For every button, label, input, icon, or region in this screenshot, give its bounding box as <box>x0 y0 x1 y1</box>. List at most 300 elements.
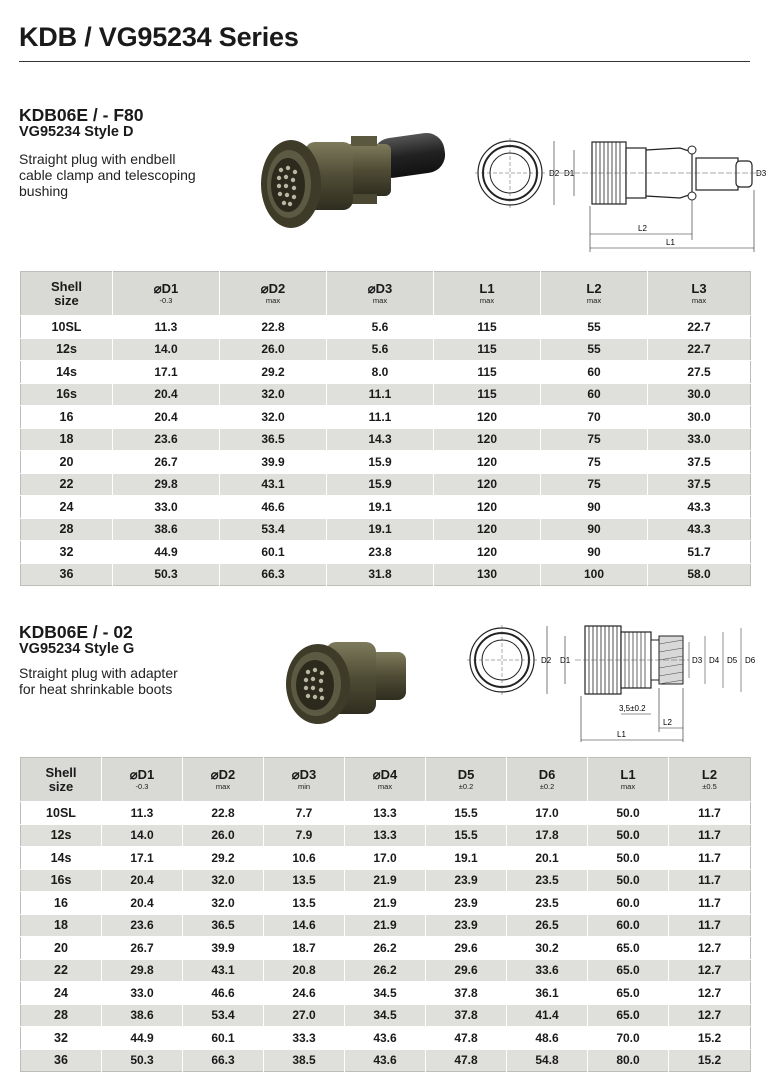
table-row <box>21 1004 751 1027</box>
table-cell: 20.4 <box>102 869 183 892</box>
header-tolerance: max <box>372 295 388 305</box>
table-cell: 15.9 <box>327 473 434 496</box>
table-row <box>21 824 751 847</box>
header-tolerance: max <box>586 295 602 305</box>
dim-label-d3: D3 <box>756 169 767 178</box>
header-label: L2 <box>586 280 602 296</box>
shell-size-cell: 32 <box>21 1027 102 1050</box>
shell-size-cell: 28 <box>21 1004 102 1027</box>
table-cell: 13.3 <box>345 802 426 825</box>
header-label: ⌀D4 <box>372 766 398 782</box>
table-cell: 23.9 <box>426 869 507 892</box>
column-header-l1 <box>588 758 669 802</box>
table-cell: 30.0 <box>648 406 751 429</box>
table-cell: 50.3 <box>102 1049 183 1072</box>
table-cell: 11.3 <box>102 802 183 825</box>
table-cell: 29.8 <box>102 959 183 982</box>
column-header-l3 <box>648 272 751 316</box>
table-cell: 11.7 <box>669 824 751 847</box>
table-cell: 20.4 <box>102 892 183 915</box>
table-cell: 26.2 <box>345 937 426 960</box>
shell-size-cell: 22 <box>21 473 113 496</box>
shell-size-cell: 24 <box>21 982 102 1005</box>
shell-size-cell: 24 <box>21 496 113 519</box>
table-cell: 14.0 <box>102 824 183 847</box>
table-row <box>21 802 751 825</box>
dim-label-l1: L1 <box>666 238 675 247</box>
table-cell: 36.5 <box>220 428 327 451</box>
table-cell: 43.3 <box>648 518 751 541</box>
table-cell: 75 <box>541 451 648 474</box>
table-cell: 38.6 <box>113 518 220 541</box>
table-cell: 10.6 <box>264 847 345 870</box>
table-cell: 11.7 <box>669 892 751 915</box>
header-label: ⌀D1 <box>129 766 155 782</box>
column-header-d2 <box>220 272 327 316</box>
table-cell: 65.0 <box>588 982 669 1005</box>
section2-desc-line: Straight plug with adapter <box>19 665 178 681</box>
section1-subtitle: VG95234 Style D <box>19 124 134 140</box>
table-cell: 115 <box>434 361 541 384</box>
shell-size-cell: 18 <box>21 914 102 937</box>
shell-size-cell: 10SL <box>21 316 113 339</box>
table-cell: 12.7 <box>669 1004 751 1027</box>
section2-title: KDB06E / - 02 <box>19 622 133 642</box>
table-cell: 23.5 <box>507 869 588 892</box>
table-cell: 90 <box>541 541 648 564</box>
table-cell: 75 <box>541 473 648 496</box>
column-header-d3 <box>264 758 345 802</box>
table-cell: 23.8 <box>327 541 434 564</box>
table-cell: 46.6 <box>220 496 327 519</box>
table-cell: 11.7 <box>669 914 751 937</box>
table-cell: 41.4 <box>507 1004 588 1027</box>
table-cell: 29.8 <box>113 473 220 496</box>
table-cell: 120 <box>434 518 541 541</box>
table-cell: 21.9 <box>345 914 426 937</box>
table-row <box>21 914 751 937</box>
table-cell: 50.0 <box>588 824 669 847</box>
shell-size-cell: 16s <box>21 383 113 406</box>
dimension-drawing-02 <box>465 618 765 746</box>
shell-size-cell: 10SL <box>21 802 102 825</box>
header-tolerance: max <box>377 781 393 791</box>
header-tolerance: max <box>265 295 281 305</box>
table-cell: 14.3 <box>327 428 434 451</box>
table-cell: 33.0 <box>102 982 183 1005</box>
shell-size-cell: 20 <box>21 937 102 960</box>
table-row <box>21 451 751 474</box>
column-header-shell <box>21 272 113 316</box>
table-cell: 11.7 <box>669 802 751 825</box>
table-cell: 50.0 <box>588 869 669 892</box>
table-row <box>21 541 751 564</box>
title-divider <box>19 61 750 62</box>
header-label: L2 <box>701 766 718 782</box>
table-row <box>21 496 751 519</box>
table-row <box>21 892 751 915</box>
table-cell: 23.6 <box>113 428 220 451</box>
column-header-l1 <box>434 272 541 316</box>
spec-table-02 <box>20 757 751 1072</box>
table-cell: 70 <box>541 406 648 429</box>
table-cell: 65.0 <box>588 959 669 982</box>
table-cell: 13.3 <box>345 824 426 847</box>
table-cell: 21.9 <box>345 869 426 892</box>
table-cell: 17.1 <box>113 361 220 384</box>
header-label: ⌀D3 <box>367 280 393 296</box>
table-row <box>21 1049 751 1072</box>
column-header-d4 <box>345 758 426 802</box>
header-tolerance: -0.3 <box>159 295 173 305</box>
table-cell: 33.3 <box>264 1027 345 1050</box>
table-cell: 65.0 <box>588 1004 669 1027</box>
header-label: D6 <box>538 766 556 782</box>
table-cell: 15.2 <box>669 1027 751 1050</box>
section2-subtitle: VG95234 Style G <box>19 641 135 657</box>
connector-photo-f80 <box>255 122 450 234</box>
header-label: ⌀D3 <box>291 766 317 782</box>
table-cell: 5.6 <box>327 338 434 361</box>
header-label: D5 <box>457 766 475 782</box>
table-cell: 17.0 <box>345 847 426 870</box>
table-cell: 11.3 <box>113 316 220 339</box>
table-cell: 120 <box>434 541 541 564</box>
dim-label-d3: D3 <box>692 656 703 665</box>
table-cell: 27.5 <box>648 361 751 384</box>
table-cell: 32.0 <box>220 406 327 429</box>
table-cell: 29.2 <box>220 361 327 384</box>
table-cell: 43.6 <box>345 1049 426 1072</box>
table-cell: 48.6 <box>507 1027 588 1050</box>
table-row <box>21 361 751 384</box>
table-cell: 115 <box>434 383 541 406</box>
table-cell: 120 <box>434 406 541 429</box>
table-cell: 14.6 <box>264 914 345 937</box>
header-tolerance: ±0.2 <box>539 781 555 791</box>
table-cell: 12.7 <box>669 959 751 982</box>
dim-label-l2: L2 <box>663 718 672 727</box>
dim-label-3-5: 3,5±0.2 <box>619 704 646 713</box>
spec-table-f80 <box>20 271 751 586</box>
shell-size-cell: 16 <box>21 406 113 429</box>
table-row <box>21 847 751 870</box>
dim-label-d6: D6 <box>745 656 756 665</box>
shell-size-cell: 16 <box>21 892 102 915</box>
table-cell: 33.0 <box>648 428 751 451</box>
table-cell: 36.1 <box>507 982 588 1005</box>
table-row <box>21 869 751 892</box>
table-header-row <box>21 758 751 802</box>
table-cell: 60.0 <box>588 892 669 915</box>
table-cell: 29.6 <box>426 937 507 960</box>
table-cell: 34.5 <box>345 982 426 1005</box>
column-header-l2 <box>541 272 648 316</box>
dim-label-l2: L2 <box>638 224 647 233</box>
column-header-d1 <box>113 272 220 316</box>
dim-label-l1: L1 <box>617 730 626 739</box>
dim-label-d1: D1 <box>560 656 571 665</box>
shell-size-cell: 32 <box>21 541 113 564</box>
table-cell: 34.5 <box>345 1004 426 1027</box>
table-cell: 32.0 <box>183 869 264 892</box>
header-label: L3 <box>691 280 707 296</box>
column-header-l2 <box>669 758 751 802</box>
table-cell: 15.9 <box>327 451 434 474</box>
page-title: KDB / VG95234 Series <box>19 22 299 52</box>
column-header-d5 <box>426 758 507 802</box>
table-cell: 120 <box>434 473 541 496</box>
header-label: ⌀D2 <box>210 766 236 782</box>
table-cell: 13.5 <box>264 892 345 915</box>
table-cell: 26.2 <box>345 959 426 982</box>
table-cell: 17.0 <box>507 802 588 825</box>
header-label: size <box>54 292 79 308</box>
table-row <box>21 937 751 960</box>
table-cell: 36.5 <box>183 914 264 937</box>
table-cell: 19.1 <box>327 518 434 541</box>
table-cell: 30.0 <box>648 383 751 406</box>
column-header-shell <box>21 758 102 802</box>
table-row <box>21 406 751 429</box>
table-cell: 66.3 <box>183 1049 264 1072</box>
table-cell: 51.7 <box>648 541 751 564</box>
table-cell: 11.1 <box>327 406 434 429</box>
section1-desc-line: cable clamp and telescoping <box>19 167 196 183</box>
table-row <box>21 316 751 339</box>
shell-size-cell: 28 <box>21 518 113 541</box>
table-cell: 90 <box>541 518 648 541</box>
table-cell: 43.1 <box>220 473 327 496</box>
table-cell: 30.2 <box>507 937 588 960</box>
header-tolerance: ±0.5 <box>702 781 717 791</box>
table-cell: 90 <box>541 496 648 519</box>
table-row <box>21 383 751 406</box>
table-cell: 12.7 <box>669 937 751 960</box>
table-cell: 33.6 <box>507 959 588 982</box>
table-row <box>21 518 751 541</box>
table-cell: 50.0 <box>588 802 669 825</box>
table-cell: 22.7 <box>648 338 751 361</box>
shell-size-cell: 20 <box>21 451 113 474</box>
table-cell: 115 <box>434 316 541 339</box>
dim-label-d5: D5 <box>727 656 738 665</box>
table-cell: 14.0 <box>113 338 220 361</box>
column-header-d2 <box>183 758 264 802</box>
header-label: ⌀D2 <box>260 280 286 296</box>
table-cell: 7.9 <box>264 824 345 847</box>
header-label: Shell <box>50 278 83 294</box>
shell-size-cell: 16s <box>21 869 102 892</box>
table-cell: 12.7 <box>669 982 751 1005</box>
table-cell: 23.9 <box>426 892 507 915</box>
table-cell: 70.0 <box>588 1027 669 1050</box>
table-cell: 22.8 <box>183 802 264 825</box>
table-cell: 29.6 <box>426 959 507 982</box>
table-body <box>21 802 751 1072</box>
table-cell: 60 <box>541 361 648 384</box>
header-tolerance: ±0.2 <box>458 781 474 791</box>
table-cell: 20.4 <box>113 383 220 406</box>
shell-size-cell: 14s <box>21 361 113 384</box>
table-cell: 13.5 <box>264 869 345 892</box>
table-cell: 17.1 <box>102 847 183 870</box>
table-cell: 38.6 <box>102 1004 183 1027</box>
table-cell: 43.1 <box>183 959 264 982</box>
column-header-d3 <box>327 272 434 316</box>
table-cell: 47.8 <box>426 1049 507 1072</box>
table-cell: 37.5 <box>648 451 751 474</box>
header-label: Shell <box>45 764 77 780</box>
table-cell: 120 <box>434 496 541 519</box>
table-cell: 37.5 <box>648 473 751 496</box>
table-cell: 37.8 <box>426 982 507 1005</box>
table-cell: 26.0 <box>220 338 327 361</box>
table-cell: 120 <box>434 428 541 451</box>
shell-size-cell: 36 <box>21 1049 102 1072</box>
table-cell: 23.6 <box>102 914 183 937</box>
table-cell: 11.7 <box>669 847 751 870</box>
dim-label-d2: D2 <box>549 169 560 178</box>
table-row <box>21 982 751 1005</box>
header-tolerance: max <box>215 781 231 791</box>
section2-desc-line: for heat shrinkable boots <box>19 681 173 697</box>
table-row <box>21 959 751 982</box>
section1-description <box>19 151 196 199</box>
table-cell: 37.8 <box>426 1004 507 1027</box>
table-cell: 32.0 <box>220 383 327 406</box>
table-cell: 17.8 <box>507 824 588 847</box>
table-header-row <box>21 272 751 316</box>
table-cell: 15.2 <box>669 1049 751 1072</box>
table-cell: 43.3 <box>648 496 751 519</box>
table-cell: 60.1 <box>220 541 327 564</box>
table-cell: 100 <box>541 563 648 586</box>
table-cell: 50.3 <box>113 563 220 586</box>
table-row <box>21 338 751 361</box>
column-header-d1 <box>102 758 183 802</box>
table-cell: 15.5 <box>426 802 507 825</box>
table-row <box>21 563 751 586</box>
table-cell: 27.0 <box>264 1004 345 1027</box>
table-row <box>21 473 751 496</box>
table-cell: 26.7 <box>102 937 183 960</box>
table-cell: 50.0 <box>588 847 669 870</box>
table-cell: 26.5 <box>507 914 588 937</box>
header-label: L1 <box>620 766 636 782</box>
table-cell: 60 <box>541 383 648 406</box>
table-cell: 24.6 <box>264 982 345 1005</box>
table-cell: 120 <box>434 451 541 474</box>
table-cell: 75 <box>541 428 648 451</box>
table-cell: 29.2 <box>183 847 264 870</box>
table-cell: 21.9 <box>345 892 426 915</box>
section2-description <box>19 665 178 697</box>
section1-desc-line: bushing <box>19 183 69 199</box>
table-cell: 19.1 <box>327 496 434 519</box>
table-cell: 66.3 <box>220 563 327 586</box>
table-cell: 44.9 <box>113 541 220 564</box>
table-body <box>21 316 751 586</box>
table-cell: 47.8 <box>426 1027 507 1050</box>
header-label: L1 <box>479 280 495 296</box>
table-cell: 20.4 <box>113 406 220 429</box>
dim-label-d1: D1 <box>564 169 575 178</box>
table-row <box>21 1027 751 1050</box>
table-cell: 55 <box>541 316 648 339</box>
header-tolerance: max <box>479 295 495 305</box>
table-cell: 54.8 <box>507 1049 588 1072</box>
column-header-d6 <box>507 758 588 802</box>
table-cell: 26.7 <box>113 451 220 474</box>
table-cell: 80.0 <box>588 1049 669 1072</box>
table-row <box>21 428 751 451</box>
connector-photo-02 <box>280 630 410 730</box>
table-cell: 46.6 <box>183 982 264 1005</box>
shell-size-cell: 14s <box>21 847 102 870</box>
table-cell: 130 <box>434 563 541 586</box>
table-cell: 20.8 <box>264 959 345 982</box>
header-label: ⌀D1 <box>153 280 179 296</box>
table-cell: 58.0 <box>648 563 751 586</box>
shell-size-cell: 36 <box>21 563 113 586</box>
table-cell: 18.7 <box>264 937 345 960</box>
table-cell: 22.8 <box>220 316 327 339</box>
shell-size-cell: 12s <box>21 824 102 847</box>
table-cell: 23.9 <box>426 914 507 937</box>
shell-size-cell: 22 <box>21 959 102 982</box>
table-cell: 33.0 <box>113 496 220 519</box>
header-label: size <box>48 778 74 794</box>
table-cell: 43.6 <box>345 1027 426 1050</box>
table-cell: 11.7 <box>669 869 751 892</box>
table-cell: 60.0 <box>588 914 669 937</box>
dim-label-d4: D4 <box>709 656 720 665</box>
table-cell: 11.1 <box>327 383 434 406</box>
section1-title: KDB06E / - F80 <box>19 105 144 125</box>
table-cell: 32.0 <box>183 892 264 915</box>
section1-desc-line: Straight plug with endbell <box>19 151 176 167</box>
table-cell: 15.5 <box>426 824 507 847</box>
table-cell: 55 <box>541 338 648 361</box>
header-tolerance: min <box>297 781 311 791</box>
table-cell: 5.6 <box>327 316 434 339</box>
table-cell: 23.5 <box>507 892 588 915</box>
dimension-drawing-f80 <box>470 128 768 253</box>
shell-size-cell: 12s <box>21 338 113 361</box>
table-cell: 7.7 <box>264 802 345 825</box>
table-cell: 60.1 <box>183 1027 264 1050</box>
dim-label-d2: D2 <box>541 656 552 665</box>
table-cell: 20.1 <box>507 847 588 870</box>
header-tolerance: -0.3 <box>135 781 149 791</box>
table-cell: 22.7 <box>648 316 751 339</box>
table-cell: 8.0 <box>327 361 434 384</box>
table-cell: 39.9 <box>183 937 264 960</box>
table-cell: 19.1 <box>426 847 507 870</box>
table-cell: 65.0 <box>588 937 669 960</box>
table-cell: 31.8 <box>327 563 434 586</box>
table-cell: 26.0 <box>183 824 264 847</box>
table-cell: 38.5 <box>264 1049 345 1072</box>
table-cell: 53.4 <box>220 518 327 541</box>
shell-size-cell: 18 <box>21 428 113 451</box>
header-tolerance: max <box>691 295 707 305</box>
header-tolerance: max <box>620 781 636 791</box>
table-cell: 44.9 <box>102 1027 183 1050</box>
table-cell: 39.9 <box>220 451 327 474</box>
table-cell: 115 <box>434 338 541 361</box>
